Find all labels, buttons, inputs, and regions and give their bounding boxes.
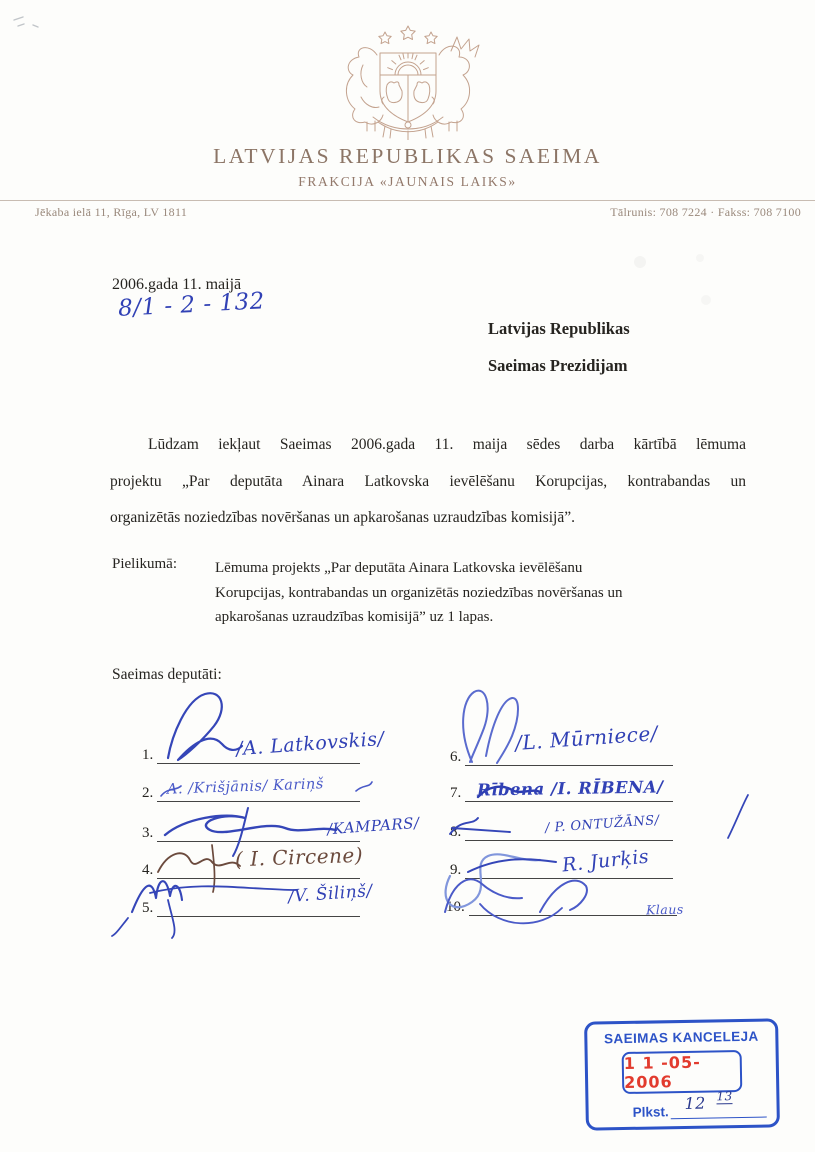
date-line: 2006.gada 11. maijā [112, 276, 242, 293]
stamp-date-box [622, 1050, 743, 1094]
body-line: projektu „Par deputāta Ainara Latkovska ievēlēšanu Korupcijas, kontrabandas un [110, 472, 746, 490]
attachment-line: Lēmuma projekts „Par deputāta Ainara Latkovska ievēlēšanu [215, 560, 583, 576]
stamp-time-line [670, 1089, 766, 1120]
body-paragraph [110, 427, 746, 537]
fraction-subtitle: FRAKCIJA «JAUNAIS LAIKS» [298, 174, 517, 189]
addressee-line1: Latvijas Republikas [488, 319, 630, 338]
signature-number: 8. [450, 824, 462, 840]
signature-number: 5. [142, 900, 154, 916]
signature-number: 1. [142, 747, 154, 763]
stamp-date: 1 1 -05- 2006 [623, 1052, 701, 1093]
address-text: Jēkaba ielā 11, Rīga, LV 1811 [35, 205, 188, 219]
stamp-time-row [632, 1089, 766, 1120]
signature-number: 6. [450, 749, 462, 765]
signature-name-10: Klaus [645, 901, 684, 918]
signature-number: 10. [446, 899, 465, 915]
signature-name-2: A. /Krišjānis/ Kariņš [166, 776, 325, 798]
attachment-line: Korupcijas, kontrabandas un organizētās noziedzības novēršanas un [215, 584, 623, 601]
attachment-text [215, 556, 699, 630]
signature-name-3: /KAMPARS/ [326, 813, 421, 839]
attachment-line: apkarošanas uzraudzības komisijā” uz 1 lapas. [215, 609, 494, 625]
attachment-label: Pielikumā: [112, 556, 177, 572]
addressee-line2: Saeimas Prezidijam [488, 356, 628, 375]
stamp-time-minutes: 13 [716, 1089, 733, 1104]
signature-name-7: Rībena /I. RĪBENA/ [476, 777, 664, 800]
body-line: organizētās noziedzības novēršanas un apkarošanas uzraudzības komisijā”. [110, 509, 575, 526]
signature-number: 9. [450, 862, 462, 878]
signature-name-4: ( I. Circene) [234, 842, 364, 872]
signature-name-6: /L. Mūrniece/ [514, 721, 659, 755]
signature-number: 7. [450, 785, 462, 801]
signature-name-8: / P. ONTUŽĀNS/ [544, 813, 661, 836]
signature-name-1: /A. Latkovskis/ [235, 727, 386, 761]
registry-stamp [584, 1018, 780, 1130]
contact-row [0, 201, 815, 220]
phone-fax-text: Tālrunis: 708 7224 · Fakss: 708 7100 [610, 205, 801, 219]
addressee-block [488, 310, 630, 384]
handwritten-ref-number: 8/1 - 2 - 132 [117, 288, 266, 322]
stamp-time-handwritten: 12 [684, 1093, 707, 1113]
signature-name-9: R. Jurķis [561, 845, 651, 877]
latvia-coat-of-arms [323, 25, 493, 140]
stamp-time-label: Plkst. [632, 1104, 669, 1120]
signers-label: Saeimas deputāti: [112, 666, 222, 683]
signature-number: 3. [142, 825, 154, 841]
signature-number: 2. [142, 785, 154, 801]
stamp-title: SAEIMAS KANCELEJA [603, 1028, 759, 1047]
signature-name-5: /V. Šiliņš/ [287, 881, 374, 907]
signature-number: 4. [142, 862, 154, 878]
organization-title: LATVIJAS REPUBLIKAS SAEIMA [213, 144, 602, 168]
signature-row-10 [446, 895, 677, 916]
body-line: Lūdzam iekļaut Saeimas 2006.gada 11. maija sēdes darba kārtībā lēmuma [148, 436, 746, 453]
